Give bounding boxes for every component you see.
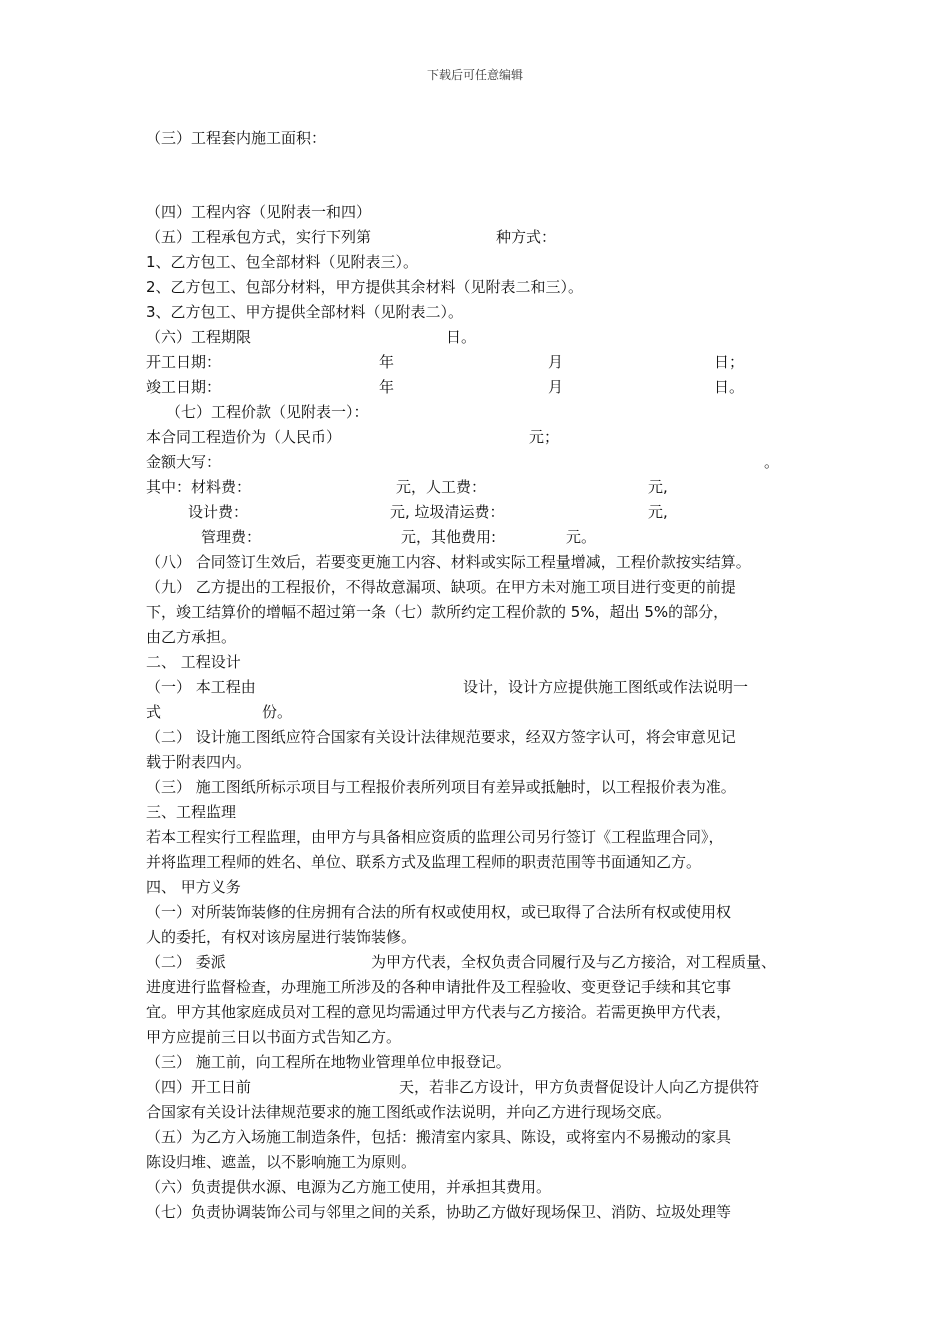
duration-suffix: 日。 (446, 328, 477, 346)
page-header: 下载后可任意编辑 (426, 68, 523, 82)
cleanup-fee-label: 元, 垃圾清运费： (390, 503, 505, 521)
material-fee-label: 其中：材料费： (146, 478, 252, 496)
days-before-text: 天，若非乙方设计，甲方负责督促设计人向乙方提供符 (399, 1078, 760, 1096)
clause-nine-line-1: （九） 乙方提出的工程报价，不得故意漏项、缺项。在甲方未对施工项目进行变更的前提 (146, 578, 736, 596)
design-clause-2-line-2: 载于附表四内。 (146, 753, 252, 771)
obligation-2-line-4: 甲方应提前三日以书面方式告知乙方。 (146, 1028, 402, 1046)
start-date-label: 开工日期： (146, 353, 222, 371)
delegate-label: （二） 委派 (146, 953, 226, 971)
contract-price-label: 本合同工程造价为（人民币） (146, 428, 342, 446)
section-construction-area: （三）工程套内施工面积： (146, 129, 327, 147)
cleanup-fee-unit: 元, (648, 503, 668, 521)
heading-party-a-obligations: 四、 甲方义务 (146, 878, 241, 896)
obligation-3: （三） 施工前，向工程所在地物业管理单位申报登记。 (146, 1053, 511, 1071)
start-month-label: 月 (548, 353, 564, 371)
delegate-text: 为甲方代表，全权负责合同履行及与乙方接洽，对工程质量、 (371, 953, 777, 971)
amount-in-words-end: 。 (764, 453, 780, 471)
method-option-2: 2、乙方包工、包部分材料，甲方提供其余材料（见附表二和三）。 (146, 278, 584, 296)
labor-fee-unit: 元, (648, 478, 668, 496)
obligation-4-line-2: 合国家有关设计法律规范要求的施工图纸或作法说明，并向乙方进行现场交底。 (146, 1103, 672, 1121)
obligation-5-line-1: （五）为乙方入场施工制造条件，包括：搬清室内家具、陈设，或将室内不易搬动的家具 (146, 1128, 732, 1146)
method-label: （五）工程承包方式，实行下列第 (146, 228, 372, 246)
section-price: （七）工程价款（见附表一）： (166, 403, 369, 421)
amount-in-words-label: 金额大写： (146, 453, 222, 471)
clause-eight: （八） 合同签订生效后，若要变更施工内容、材料或实际工程量增减，工程价款按实结算。 (146, 553, 751, 571)
obligation-2-line-2: 进度进行监督检查，办理施工所涉及的各种申请批件及工程验收、变更登记手续和其它事 (146, 978, 732, 996)
contract-price-unit: 元； (529, 428, 560, 446)
duration-label: （六）工程期限 (146, 328, 252, 346)
management-fee-label: 管理费： (201, 528, 262, 546)
heading-supervision: 三、工程监理 (146, 803, 237, 821)
method-option-3: 3、乙方包工、甲方提供全部材料（见附表二）。 (146, 303, 464, 321)
completion-date-label: 竣工日期： (146, 378, 222, 396)
design-fee-label: 设计费： (188, 503, 249, 521)
completion-day-label: 日。 (714, 378, 745, 396)
completion-year-label: 年 (379, 378, 395, 396)
supervision-line-2: 并将监理工程师的姓名、单位、联系方式及监理工程师的职责范围等书面通知乙方。 (146, 853, 702, 871)
days-before-label: （四）开工日前 (146, 1078, 252, 1096)
method-suffix: 种方式： (496, 228, 557, 246)
labor-fee-label: 元，人工费： (396, 478, 487, 496)
other-fee-label: 元，其他费用: (401, 528, 497, 546)
copies-label: 式 (146, 703, 162, 721)
design-by-text: 设计，设计方应提供施工图纸或作法说明一 (463, 678, 749, 696)
obligation-7-line-1: （七）负责协调装饰公司与邻里之间的关系，协助乙方做好现场保卫、消防、垃圾处理等 (146, 1203, 732, 1221)
clause-nine-line-3: 由乙方承担。 (146, 628, 237, 646)
supervision-line-1: 若本工程实行工程监理，由甲方与具备相应资质的监理公司另行签订《工程监理合同》， (146, 828, 724, 846)
obligation-6: （六）负责提供水源、电源为乙方施工使用，并承担其费用。 (146, 1178, 552, 1196)
section-construction-content: （四）工程内容（见附表一和四） (146, 203, 372, 221)
obligation-2-line-3: 宜。甲方其他家庭成员对工程的意见均需通过甲方代表与乙方接洽。若需更换甲方代表， (146, 1003, 732, 1021)
method-option-1: 1、乙方包工、包全部材料（见附表三）。 (146, 253, 419, 271)
design-clause-3: （三） 施工图纸所标示项目与工程报价表所列项目有差异或抵触时，以工程报价表为准。 (146, 778, 736, 796)
completion-month-label: 月 (548, 378, 564, 396)
design-by-label: （一） 本工程由 (146, 678, 256, 696)
heading-engineering-design: 二、 工程设计 (146, 653, 241, 671)
obligation-5-line-2: 陈设归堆、遮盖，以不影响施工为原则。 (146, 1153, 417, 1171)
other-fee-unit: 元。 (566, 528, 597, 546)
copies-unit: 份。 (262, 703, 293, 721)
obligation-1-line-1: （一）对所装饰装修的住房拥有合法的所有权或使用权，或已取得了合法所有权或使用权 (146, 903, 732, 921)
clause-nine-line-2: 下，竣工结算价的增幅不超过第一条（七）款所约定工程价款的 5%，超出 5%的部分， (146, 603, 729, 621)
start-year-label: 年 (379, 353, 395, 371)
design-clause-2-line-1: （二） 设计施工图纸应符合国家有关设计法律规范要求，经双方签字认可，将会审意见记 (146, 728, 736, 746)
obligation-1-line-2: 人的委托，有权对该房屋进行装饰装修。 (146, 928, 417, 946)
start-day-label: 日； (714, 353, 745, 371)
